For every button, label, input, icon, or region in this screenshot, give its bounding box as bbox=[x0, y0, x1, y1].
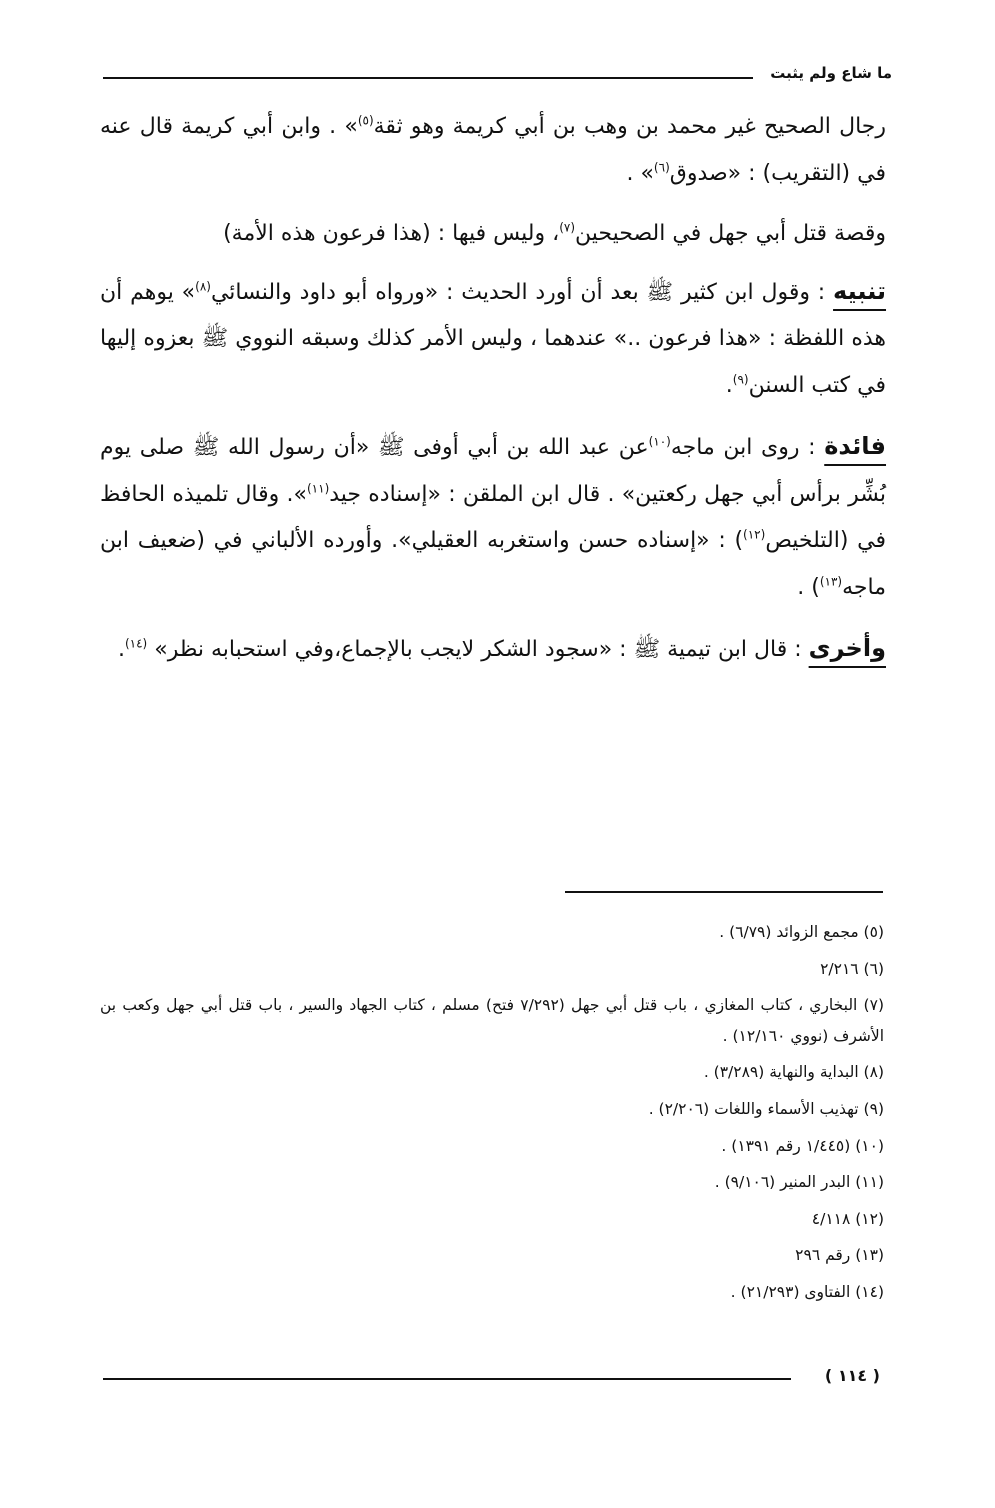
footnote-ref[interactable]: (١٢) bbox=[743, 527, 766, 542]
page-number: ( ١١٤ ) bbox=[824, 1366, 880, 1385]
footnote-6: (٦) ٢/٢١٦ bbox=[820, 959, 884, 978]
footnote-14: (١٤) الفتاوى (٢١/٢٩٣) . bbox=[730, 1282, 884, 1301]
footnote-ref[interactable]: (١٤) bbox=[124, 636, 148, 651]
benefit-heading: فائدة bbox=[824, 432, 887, 460]
page-footer bbox=[103, 1366, 885, 1396]
footer-rule bbox=[103, 1378, 791, 1380]
footnote-ref[interactable]: (١٠) bbox=[648, 434, 671, 449]
footnote-5: (٥) مجمع الزوائد (٦/٧٩) . bbox=[719, 923, 884, 941]
running-header: ما شاع ولم يثبت bbox=[770, 64, 892, 82]
footnote-ref[interactable]: (١٣) bbox=[819, 574, 843, 589]
footnote-ref[interactable]: (٥) bbox=[357, 113, 374, 128]
paragraph-benefit: فائدة : روى ابن ماجه$^{(١٠)}$عن عبد الله بن أبي أوفى ﷺ «أن رسول الله ﷺ صلى يوم بُشِّر برأس أبي جهل ركعتين» . قال ابن الملقن : «إسناده جيد$^{(١١)}$». وقال تلميذه الحافظ في (التلخيص$^{(١٢)}$) : «إسناده حسن واستغربه العقيلي». وأورده الألباني في (ضعيف ابن ماجه$^{(١٣)}$) . bbox=[100, 432, 887, 600]
footnote-11: (١١) البدر المنير (٩/١٠٦) . bbox=[714, 1173, 884, 1192]
footnote-8: (٨) البداية والنهاية (٣/٢٨٩) . bbox=[703, 1063, 884, 1082]
note-heading: تنبيه bbox=[833, 276, 887, 305]
paragraph-another: وأخرى : قال ابن تيمية ﷺ : «سجود الشكر لايجب بالإجماع،وفي استحبابه نظر» $^{(١٤)}$. bbox=[117, 634, 886, 662]
footnotes bbox=[100, 917, 884, 1314]
another-heading: وأخرى bbox=[808, 634, 886, 662]
header-rule bbox=[103, 77, 753, 79]
main-text bbox=[100, 104, 886, 688]
footnote-ref[interactable]: (٧) bbox=[559, 220, 576, 235]
footnote-ref[interactable]: (٨) bbox=[195, 279, 211, 294]
paragraph-2: وقصة قتل أبي جهل في الصحيحين$^{(٧)}$، وليس فيها : (هذا فرعون هذه الأمة) bbox=[223, 220, 886, 246]
footnote-13: (١٣) رقم ٢٩٦ bbox=[795, 1246, 884, 1265]
footnote-ref[interactable]: (٩) bbox=[732, 372, 749, 387]
footnote-10: (١٠) (١/٤٤٥ رقم ١٣٩١) . bbox=[721, 1136, 884, 1155]
paragraph-1: رجال الصحيح غير محمد بن وهب بن أبي كريمة وهو ثقة$^{(٥)}$» . وابن أبي كريمة قال عنه في (التقريب) : «صدوق$^{(٦)}$» . bbox=[100, 113, 886, 186]
footnote-9: (٩) تهذيب الأسماء واللغات (٢/٢٠٦) . bbox=[648, 1099, 884, 1118]
footnote-12: (١٢) ٤/١١٨ bbox=[811, 1209, 884, 1228]
footnote-7: (٧) البخاري ، كتاب المغازي ، باب قتل أبي جهل (٧/٢٩٢ فتح) مسلم ، كتاب الجهاد والسير ، باب قتل أبي جهل وكعب بن الأشرف (نووي ١٢/١٦٠) . bbox=[100, 996, 884, 1045]
footnote-separator bbox=[565, 891, 883, 893]
footnote-ref[interactable]: (١١) bbox=[306, 481, 330, 496]
paragraph-note: تنبيه : وقول ابن كثير ﷺ بعد أن أورد الحديث : «ورواه أبو داود والنسائي$^{(٨)}$» يوهم أن هذه اللفظة : «هذا فرعون ..» عندهما ، وليس الأمر كذلك وسبقه النووي ﷺ بعزوه إليها في كتب السنن$^{(٩)}$. bbox=[100, 276, 887, 398]
footnote-ref[interactable]: (٦) bbox=[653, 160, 670, 175]
